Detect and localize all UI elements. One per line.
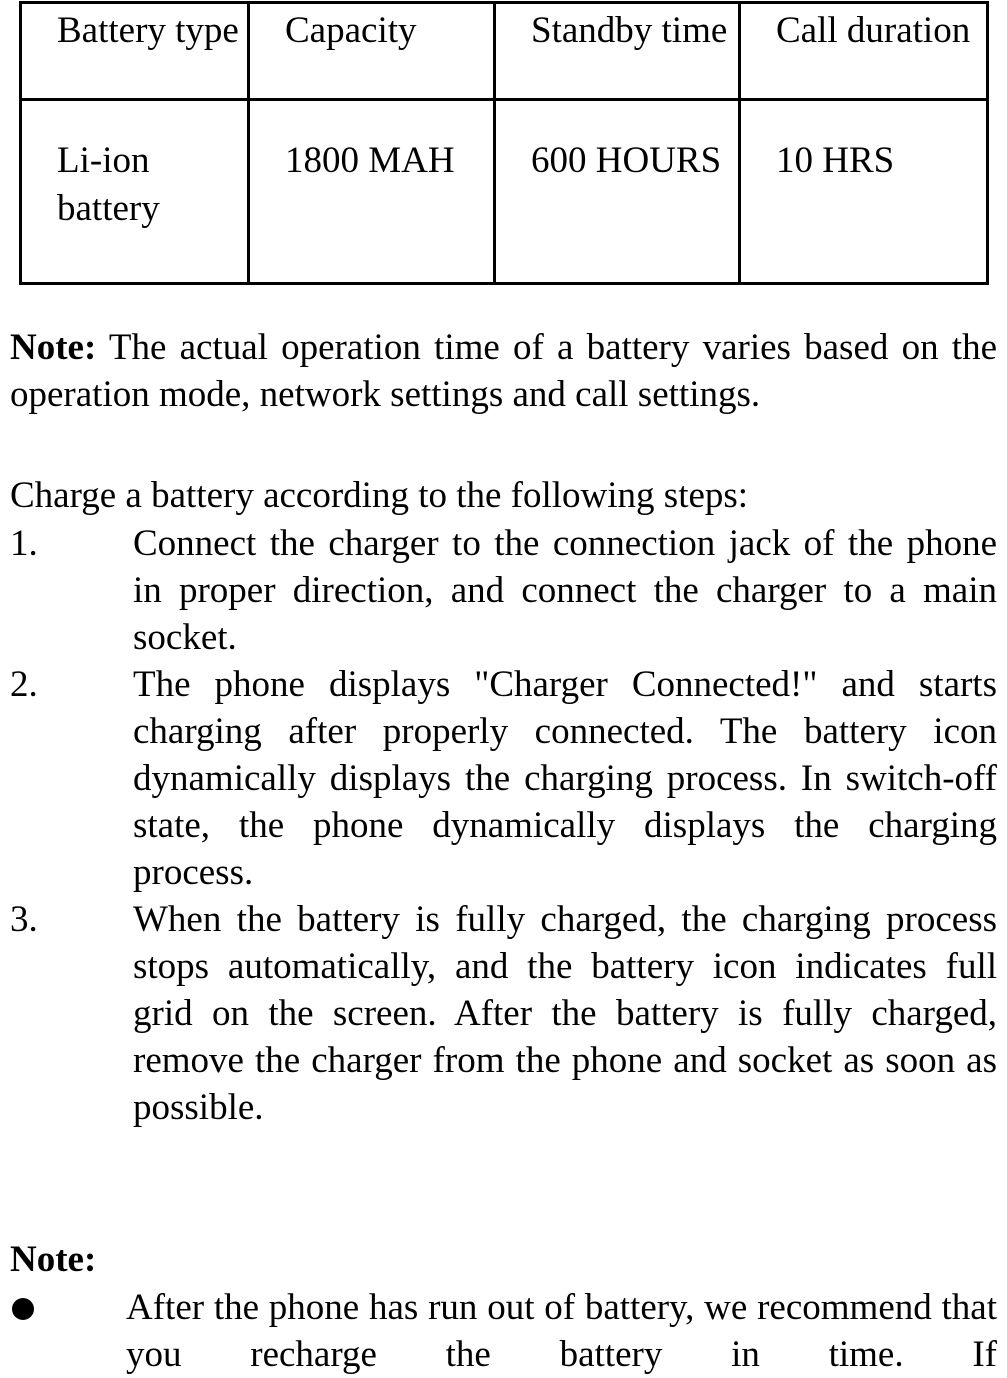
table-header-cell xyxy=(740,3,988,100)
step-number: 1. xyxy=(10,523,38,564)
step-text: The phone displays "Charger Connected!" and starts charging after properly connected. The battery icon dynamically displays the charging process. In switch-off state, the phone dynamically displays the charging process. xyxy=(133,664,997,893)
note-label: Note: xyxy=(10,327,97,368)
table-cell xyxy=(495,100,740,284)
value-capacity: 1800 MAH xyxy=(285,140,455,181)
table-row xyxy=(21,100,988,284)
table-cell xyxy=(21,100,249,284)
note-text: The actual operation time of a battery varies based on the operation mode, network settings and call settings. xyxy=(10,327,997,415)
header-call-duration: Call duration xyxy=(776,10,971,51)
step-number: 3. xyxy=(10,899,38,940)
value-call-duration: 10 HRS xyxy=(776,140,895,181)
table-cell xyxy=(740,100,988,284)
battery-spec-table xyxy=(19,1,989,285)
list-item xyxy=(10,896,997,1131)
header-battery-type: Battery type xyxy=(57,10,239,51)
operation-time-note xyxy=(10,324,997,418)
step-text: When the battery is fully charged, the charging process stops automatically, and the battery icon indicates full grid on the screen. After the battery is fully charged, remove the charger from the phone and socket as soon as possible. xyxy=(133,899,997,1128)
bullet-icon xyxy=(10,1284,126,1331)
note-bullet-list xyxy=(10,1284,997,1378)
list-item xyxy=(10,1284,997,1378)
step-number: 2. xyxy=(10,664,38,705)
header-standby-time: Standby time xyxy=(531,10,728,51)
bullet-text: After the phone has run out of battery, we recommend that you recharge the battery in time. If xyxy=(126,1287,997,1375)
charge-intro: Charge a battery according to the following steps: xyxy=(10,475,749,516)
table-header-cell xyxy=(495,3,740,100)
step-text: Connect the charger to the connection jack of the phone in proper direction, and connect the charger to a main socket. xyxy=(133,523,997,658)
second-note-label: Note: xyxy=(10,1239,97,1280)
list-item xyxy=(10,661,997,896)
value-standby-time: 600 HOURS xyxy=(531,140,722,181)
table-header-cell xyxy=(249,3,495,100)
header-capacity: Capacity xyxy=(285,10,417,51)
table-header-row xyxy=(21,3,988,100)
charging-steps-list xyxy=(10,520,997,1131)
table-header-cell xyxy=(21,3,249,100)
list-item xyxy=(10,520,997,661)
table-cell xyxy=(249,100,495,284)
value-battery-type: Li-ion battery xyxy=(57,140,160,229)
